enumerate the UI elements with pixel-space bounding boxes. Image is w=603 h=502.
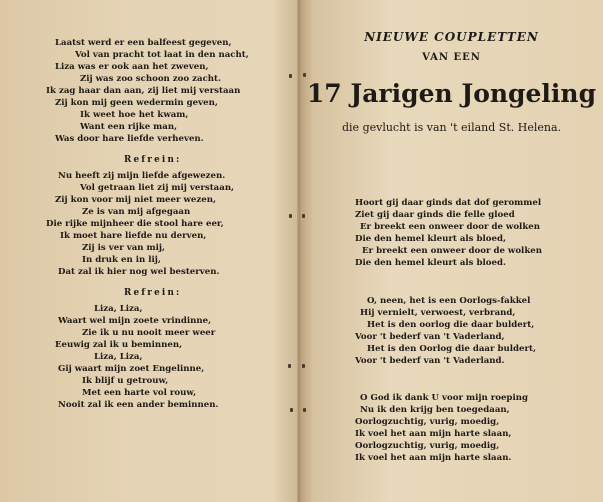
lyric-line: Met een harte vol rouw, — [82, 388, 197, 398]
lyric-line: Waart wel mijn zoete vrindinne, — [58, 316, 212, 326]
lyric-line: Liza, Liza, — [94, 304, 143, 314]
lyric-line: Oorlogzuchtig, vurig, moedig, — [355, 417, 500, 427]
lyric-line: Ik moet hare liefde nu derven, — [60, 231, 207, 241]
lyric-line: Gij waart mijn zoet Engelinne, — [58, 364, 205, 374]
lyric-line: Zij was zoo schoon zoo zacht. — [80, 74, 222, 84]
lyric-line: Liza, Liza, — [94, 352, 143, 362]
lyric-line: Eeuwig zal ik u beminnen, — [55, 340, 183, 350]
lyric-line: Ze is van mij afgegaan — [82, 207, 191, 217]
lyric-line: Het is den oorlog die daar buldert, — [367, 320, 535, 330]
title-nieuwe-coupletten: NIEUWE COUPLETTEN — [364, 30, 539, 44]
title-main: 17 Jarigen Jongeling — [306, 79, 597, 108]
refrain-heading: Refrein: — [124, 155, 182, 165]
lyric-line: Ik zag haar dan aan, zij liet mij verstaan — [46, 86, 241, 96]
lyric-line: Zie ik u nu nooit meer weer — [82, 328, 216, 338]
lyric-line: Dat zal ik hier nog wel besterven. — [58, 267, 220, 277]
lyric-line: Voor 't bederf van 't Vaderland. — [355, 356, 505, 366]
lyric-line: Nu ik den krijg ben toegedaan, — [360, 405, 510, 415]
lyric-line: Die den hemel kleurt als bloed. — [355, 258, 506, 268]
lyric-line: Die den hemel kleurt als bloed, — [355, 234, 506, 244]
lyric-line: Hoort gij daar ginds dat dof gerommel — [355, 198, 542, 208]
lyric-line: Was door hare liefde verheven. — [55, 134, 204, 144]
lyric-line: Oorlogzuchtig, vurig, moedig, — [355, 441, 500, 451]
lyric-line: Vol van pracht tot laat in den nacht, — [75, 50, 249, 60]
title-subtitle: die gevlucht is van 't eiland St. Helena. — [342, 121, 561, 134]
lyric-line: Hij vernielt, verwoest, verbrand, — [360, 308, 516, 318]
lyric-line: Ik voel het aan mijn harte slaan, — [355, 429, 512, 439]
lyric-line: Zij kon mij geen wedermin geven, — [55, 98, 218, 108]
lyric-line: Liza was er ook aan het zweven, — [55, 62, 209, 72]
lyric-line: Er breekt een onweer door de wolken — [360, 222, 540, 232]
lyric-line: Voor 't bederf van 't Vaderland, — [355, 332, 505, 342]
lyric-line: Het is den Oorlog die daar buldert, — [367, 344, 536, 354]
left-page — [0, 0, 298, 502]
lyric-line: Vol getraan liet zij mij verstaan, — [80, 183, 235, 193]
lyric-line: Ik weet hoe het kwam, — [80, 110, 189, 120]
lyric-line: Ik blijf u getrouw, — [82, 376, 169, 386]
refrain-heading: Refrein: — [124, 288, 182, 298]
lyric-line: Zij kon voor mij niet meer wezen, — [55, 195, 216, 205]
title-van-een: VAN EEN — [422, 52, 481, 63]
lyric-line: Ik voel het aan mijn harte slaan. — [355, 453, 512, 463]
lyric-line: Ziet gij daar ginds die felle gloed — [355, 210, 515, 220]
lyric-line: O God ik dank U voor mijn roeping — [360, 393, 528, 403]
lyric-line: Zij is ver van mij, — [82, 243, 165, 253]
lyric-line: Nooit zal ik een ander beminnen. — [58, 400, 219, 410]
lyric-line: Laatst werd er een balfeest gegeven, — [55, 38, 232, 48]
right-page — [300, 0, 603, 502]
lyric-line: Er breekt een onweer door de wolken — [362, 246, 542, 256]
lyric-line: Want een rijke man, — [80, 122, 178, 132]
lyric-line: Die rijke mijnheer die stool hare eer, — [46, 219, 224, 229]
lyric-line: In druk en in lij, — [82, 255, 161, 265]
lyric-line: O, neen, het is een Oorlogs-fakkel — [367, 296, 531, 306]
lyric-line: Nu heeft zij mijn liefde afgewezen. — [58, 171, 226, 181]
